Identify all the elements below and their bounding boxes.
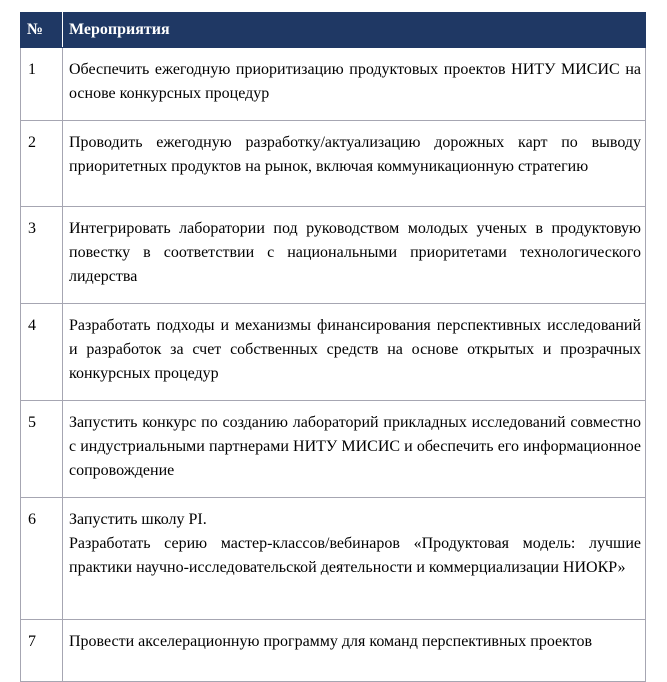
table-body — [21, 48, 646, 682]
row-text: Разработать подходы и механизмы финансирования перспективных исследований и разработок за счет собственных средств на основе открытых и прозрачных конкурсных процедур — [63, 304, 646, 401]
row-text: Интегрировать лаборатории под руководством молодых ученых в продуктовую повестку в соответствии с национальными приоритетами технологического лидерства — [63, 207, 646, 304]
row-number: 4 — [21, 304, 63, 401]
row-number: 2 — [21, 121, 63, 207]
header-number: № — [21, 13, 63, 48]
table-row — [21, 401, 646, 498]
table-header — [21, 13, 646, 48]
row-text-line: Запустить школу PI. — [69, 511, 207, 528]
row-number: 3 — [21, 207, 63, 304]
row-number: 7 — [21, 620, 63, 682]
measures-table — [20, 12, 646, 682]
table-row — [21, 498, 646, 620]
row-number: 1 — [21, 48, 63, 121]
table-row — [21, 48, 646, 121]
row-text: Провести акселерационную программу для команд перспективных проектов — [63, 620, 646, 682]
row-text — [63, 498, 646, 620]
row-text: Обеспечить ежегодную приоритизацию продуктовых проектов НИТУ МИСИС на основе конкурсных процедур — [63, 48, 646, 121]
table-row — [21, 207, 646, 304]
row-number: 5 — [21, 401, 63, 498]
row-text: Проводить ежегодную разработку/актуализацию дорожных карт по выводу приоритетных продуктов на рынок, включая коммуникационную стратегию — [63, 121, 646, 207]
measures-table-container — [20, 12, 645, 682]
header-row — [21, 13, 646, 48]
row-text-line: Разработать серию мастер-классов/вебинаров «Продуктовая модель: лучшие практики научно-исследовательской деятельности и коммерциализации НИОКР» — [69, 535, 641, 576]
row-text: Запустить конкурс по созданию лабораторий прикладных исследований совместно с индустриальными партнерами НИТУ МИСИС и обеспечить его информационное сопровождение — [63, 401, 646, 498]
header-measures: Мероприятия — [63, 13, 646, 48]
row-number: 6 — [21, 498, 63, 620]
table-row — [21, 121, 646, 207]
table-row — [21, 304, 646, 401]
